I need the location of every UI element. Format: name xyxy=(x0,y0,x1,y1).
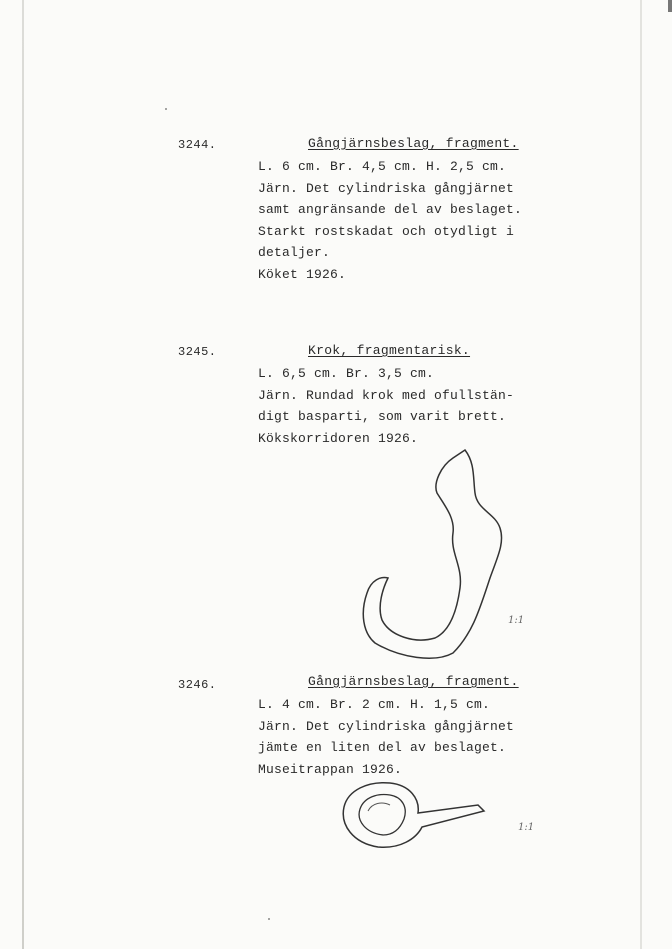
entry-title: Gångjärnsbeslag, fragment. xyxy=(308,136,519,151)
hinge-drawing xyxy=(338,775,488,855)
entry-title: Gångjärnsbeslag, fragment. xyxy=(308,674,519,689)
catalog-entry xyxy=(258,136,558,285)
hook-outline xyxy=(363,450,501,658)
catalog-number: 3244. xyxy=(178,138,217,152)
entry-line: L. 6 cm. Br. 4,5 cm. H. 2,5 cm. xyxy=(258,159,507,174)
hinge-inner-loop xyxy=(359,795,405,835)
entry-line: samt angränsande del av beslaget. xyxy=(258,202,523,217)
entry-line: L. 4 cm. Br. 2 cm. H. 1,5 cm. xyxy=(258,697,491,712)
page-left-edge xyxy=(22,0,24,949)
entry-line: Kökskorridoren 1926. xyxy=(258,430,419,446)
entry-line: Köket 1926. xyxy=(258,266,347,282)
entry-line: L. 6,5 cm. Br. 3,5 cm. xyxy=(258,366,435,381)
entry-line: Järn. Det cylindriska gångjärnet xyxy=(258,180,515,196)
entry-line: digt basparti, som varit brett. xyxy=(258,409,507,424)
page-right-edge xyxy=(640,0,642,949)
catalog-number: 3245. xyxy=(178,345,217,359)
hook-drawing xyxy=(355,448,515,668)
entry-line: jämte en liten del av beslaget. xyxy=(258,740,507,755)
corner-mark xyxy=(668,0,672,12)
entry-line: Järn. Det cylindriska gångjärnet xyxy=(258,718,515,734)
entry-line: detaljer. xyxy=(258,245,331,260)
entry-line: Starkt rostskadat och otydligt i xyxy=(258,223,515,239)
entry-title: Krok, fragmentarisk. xyxy=(308,343,471,358)
scale-label: 1:1 xyxy=(508,615,525,626)
hinge-outer-outline xyxy=(343,783,484,848)
hinge-detail-line xyxy=(368,803,390,811)
speck xyxy=(268,918,270,920)
entry-line: Järn. Rundad krok med ofullstän- xyxy=(258,387,515,403)
scale-label: 1:1 xyxy=(518,822,535,833)
speck xyxy=(165,108,167,110)
catalog-number: 3246. xyxy=(178,678,217,692)
catalog-entry xyxy=(258,674,558,780)
entry-line: Museitrappan 1926. xyxy=(258,761,403,777)
catalog-entry xyxy=(258,343,558,449)
